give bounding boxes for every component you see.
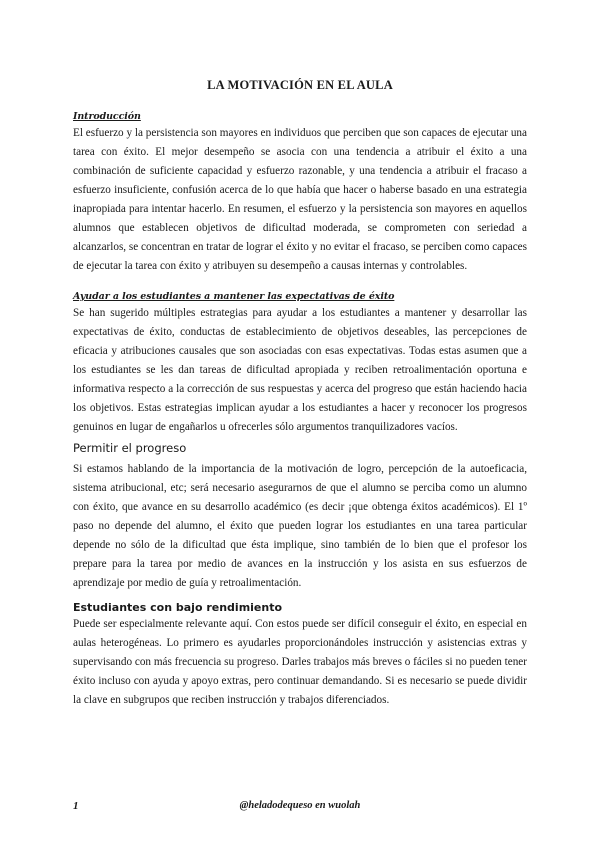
- document-title: LA MOTIVACIÓN EN EL AULA: [207, 78, 393, 92]
- page-number: 1: [73, 800, 79, 812]
- footer-credit: @heladodequeso en wuolah: [239, 800, 361, 811]
- section-heading-progreso: Permitir el progreso: [73, 441, 187, 455]
- section-body-introduccion: El esfuerzo y la persistencia son mayores en individuos que perciben que son capaces de ejecutar una tarea con éxito. El mejor desempeño se asocia con una tendencia a atribuir el éxito a una combinación de suficiente capacidad y esfuerzo razonable, y una tendencia a atribuir el fracaso a esfuerzo insuficiente, confusión acerca de lo que había que hacer o haberse basado en una estrategia inapropiada para intentar hacerlo. En resumen, el esfuerzo y la persistencia son mayores en aquellos alumnos que establecen objetivos de dificultad moderada, se comprometen con seriedad a alcanzarlos, se concentran en tratar de lograr el éxito y no evitar el fracaso, se perciben como capaces de ejecutar la tarea con éxito y atribuyen su desempeño a causas internas y controlables.: [73, 127, 527, 272]
- section-body-progreso: Si estamos hablando de la importancia de la motivación de logro, percepción de la autoeficacia, sistema atribucional, etc; será necesario asegurarnos de que el alumno se perciba como un alumno con éxito, que avance en su desarrollo académico (es decir ¡que obtenga éxitos académicos). El 1º paso no depende del alumno, el éxito que pueden lograr los estudiantes en una tarea particular depende no sólo de la dificultad que ésta implique, sino también de lo bien que el profesor los prepare para la tarea por medio de avances en la instrucción y los asista en sus esfuerzos de aprendizaje por medio de guía y retroalimentación.: [73, 463, 527, 589]
- section-heading-bajo-rendimiento: Estudiantes con bajo rendimiento: [73, 601, 283, 614]
- section-body-bajo-rendimiento: Puede ser especialmente relevante aquí. Con estos puede ser difícil conseguir el éxito, en especial en aulas heterogéneas. Lo primero es ayudarles proporcionándoles instrucción y asistencias extras y supervisando con más frecuencia su progreso. Darles trabajos más breves o fáciles si no pueden tener éxito incluso con ayuda y apoyo extras, pero continuar demandando. Si es necesario se puede dividir la clave en subgrupos que reciben instrucción y trabajos diferenciados.: [73, 618, 527, 706]
- section-heading-introduccion: Introducción: [73, 111, 141, 122]
- section-heading-expectativas: Ayudar a los estudiantes a mantener las expectativas de éxito: [73, 291, 395, 302]
- section-body-expectativas: Se han sugerido múltiples estrategias para ayudar a los estudiantes a mantener y desarrollar las expectativas de éxito, conductas de establecimiento de objetivos deseables, las percepciones de eficacia y atribuciones causales que son asociadas con esas expectativas. Todas estas asumen que a los estudiantes se les dan tareas de dificultad apropiada y reciben retroalimentación oportuna e informativa respecto a la corrección de sus respuestas y acerca del progreso que están haciendo hacia los objetivos. Estas estrategias implican ayudar a los estudiantes a hacer y reconocer los progresos genuinos en lugar de engañarlos u ofrecerles sólo argumentos tranquilizadores vacíos.: [73, 307, 527, 433]
